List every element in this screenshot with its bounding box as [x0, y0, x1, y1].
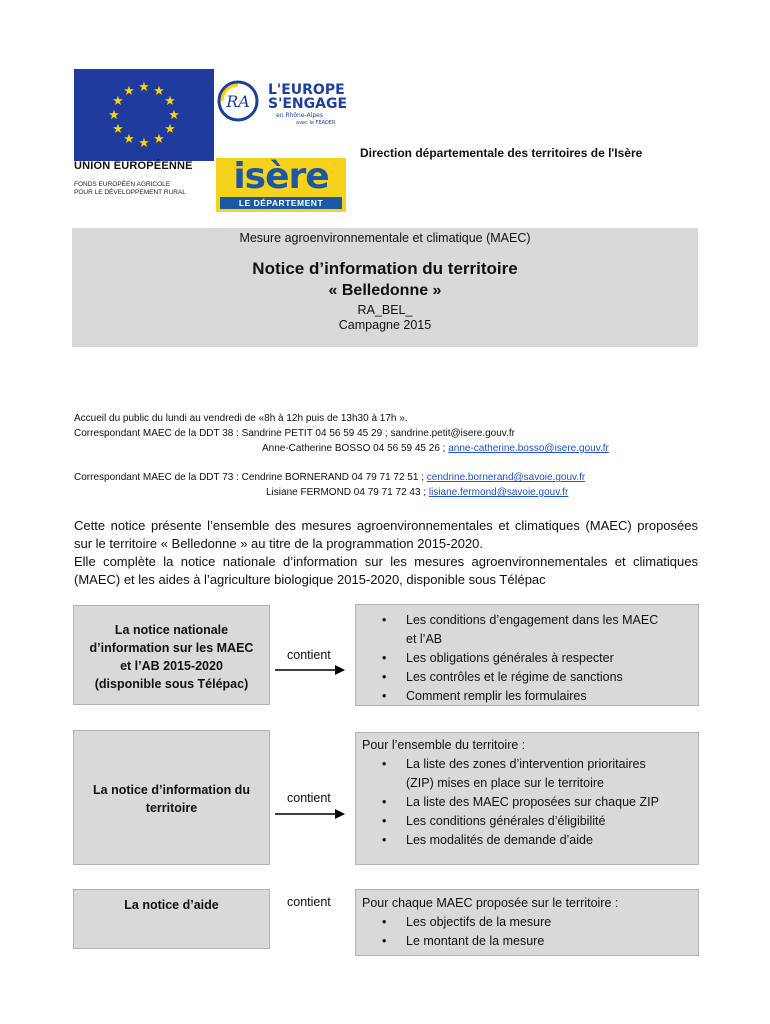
- aide-notice-contents: [355, 889, 699, 956]
- territory-name: « Belledonne »: [328, 282, 442, 299]
- svg-text:★: ★: [153, 132, 165, 147]
- national-notice-contents: [355, 604, 699, 706]
- national-notice-box: [73, 605, 270, 705]
- eu-flag-logo: [74, 69, 214, 161]
- ddt73-contact: [74, 470, 714, 485]
- svg-text:★: ★: [164, 122, 176, 137]
- svg-text:★: ★: [112, 94, 124, 109]
- list-item: • Les contrôles et le régime de sanctions: [356, 668, 698, 687]
- svg-text:★: ★: [123, 84, 135, 99]
- ra-mark: RA: [226, 92, 250, 111]
- eu-stars-icon: [74, 69, 214, 161]
- ddt73-email-link[interactable]: cendrine.bornerand@savoie.gouv.fr: [426, 472, 586, 483]
- list-item: • Les conditions générales d’éligibilité: [356, 812, 698, 831]
- list-item: • Les conditions d’engagement dans les MAEC: [356, 611, 698, 630]
- europe-logo-line-3: en Rhône-Alpes: [276, 112, 323, 119]
- territory-code: RA_BEL_: [357, 303, 413, 317]
- contient-label-1: contient: [287, 648, 331, 662]
- list-item-continued-text: (ZIP) mises en place sur le territoire: [406, 776, 604, 790]
- arrow-icon: [273, 662, 347, 678]
- intro-p2: Elle complète la notice nationale d’information sur les mesures agroenvironnementales et climatiques (MAEC) et les aides à l’agriculture biologique 2015-2020, disponible sous Télépac: [74, 554, 698, 587]
- eu-title: UNION EUROPÉENNE: [74, 160, 193, 172]
- ddt73-name: Correspondant MAEC de la DDT 73 : Cendrine BORNERAND 04 79 71 72 51 ;: [74, 472, 427, 483]
- europe-logo-line-1: L'EUROPE: [268, 82, 345, 98]
- isere-logo: [216, 158, 346, 212]
- territory-lead: Pour l’ensemble du territoire :: [362, 738, 526, 752]
- title-block: [72, 228, 698, 347]
- list-item-continued: [356, 630, 698, 649]
- list-item: • Les modalités de demande d’aide: [356, 831, 698, 850]
- campaign-year: Campagne 2015: [338, 318, 432, 332]
- list-item-continued: [356, 774, 698, 793]
- aide-lead: Pour chaque MAEC proposée sur le territoire :: [362, 896, 619, 910]
- national-notice-line-2: d’information sur les MAEC: [89, 641, 254, 655]
- national-notice-line-3: et l’AB 2015-2020: [120, 659, 223, 673]
- ddt38-second-email-link[interactable]: anne-catherine.bosso@isere.gouv.fr: [448, 443, 609, 454]
- arrow-icon: [273, 806, 347, 822]
- contient-label-3: contient: [287, 895, 331, 909]
- territory-notice-box: [73, 730, 270, 865]
- ddt73-second-email-link[interactable]: lisiane.fermond@savoie.gouv.fr: [428, 487, 569, 498]
- list-item-continued-text: et l’AB: [406, 632, 443, 646]
- territory-notice-contents: [355, 732, 699, 865]
- eu-fund-line-2: POUR LE DÉVELOPPEMENT RURAL: [74, 189, 186, 196]
- europe-logo-line-4: avec le FEADER: [296, 120, 336, 126]
- svg-text:★: ★: [112, 122, 124, 137]
- reception-hours: Accueil du public du lundi au vendredi de «8h à 12h puis de 13h30 à 17h ».: [74, 413, 408, 424]
- list-item: • Les obligations générales à respecter: [356, 649, 698, 668]
- isere-band: LE DÉPARTEMENT: [220, 197, 342, 209]
- eu-caption: [74, 160, 224, 197]
- territory-notice-line-1: La notice d’information du: [93, 783, 250, 797]
- notice-title: Notice d’information du territoire: [252, 259, 518, 278]
- europe-engage-logo: [216, 74, 352, 128]
- eu-fund-line-1: FONDS EUROPÉEN AGRICOLE: [74, 181, 171, 188]
- svg-text:★: ★: [164, 94, 176, 109]
- intro-p1: Cette notice présente l’ensemble des mesures agroenvironnementales et climatiques (MAEC) proposées sur le territoire « Belledonne » au titre de la programmation 2015-2020.: [74, 518, 698, 551]
- list-item: • Comment remplir les formulaires: [356, 687, 698, 706]
- list-item: • La liste des MAEC proposées sur chaque ZIP: [356, 793, 698, 812]
- eu-fund-text: [74, 181, 224, 197]
- aide-notice-line-1: La notice d’aide: [124, 898, 219, 912]
- intro-paragraph: [74, 517, 698, 589]
- ddt73-second-name: Lisiane FERMOND 04 79 71 72 43 ;: [266, 487, 429, 498]
- svg-text:★: ★: [138, 136, 150, 151]
- mesure-label: Mesure agroenvironnementale et climatique (MAEC): [239, 231, 531, 245]
- svg-text:★: ★: [138, 80, 150, 95]
- national-notice-line-1: La notice nationale: [114, 623, 229, 637]
- ddt38-contact: Correspondant MAEC de la DDT 38 : Sandrine PETIT 04 56 59 45 29 ; sandrine.petit@isere.gouv.fr: [74, 428, 515, 439]
- contacts-section: [74, 411, 714, 500]
- list-item: • La liste des zones d’intervention prioritaires: [356, 755, 698, 774]
- isere-word: isère: [233, 156, 329, 197]
- territory-notice-line-2: territoire: [145, 801, 198, 815]
- svg-text:★: ★: [153, 84, 165, 99]
- ddt73-contact-second: [74, 485, 714, 500]
- list-item: • Les objectifs de la mesure: [356, 913, 698, 932]
- national-notice-line-4: (disponible sous Télépac): [94, 677, 249, 691]
- svg-text:★: ★: [123, 132, 135, 147]
- europe-logo-line-2: S'ENGAGE: [268, 96, 348, 112]
- ddt38-second-name: Anne-Catherine BOSSO 04 56 59 45 26 ;: [262, 443, 449, 454]
- svg-text:★: ★: [168, 108, 180, 123]
- ddt38-contact-second: [74, 441, 714, 456]
- aide-notice-box: [73, 889, 270, 949]
- list-item: • Le montant de la mesure: [356, 932, 698, 951]
- contient-label-2: contient: [287, 791, 331, 805]
- direction-heading: Direction départementale des territoires de l'Isère: [360, 146, 643, 160]
- svg-text:★: ★: [108, 108, 120, 123]
